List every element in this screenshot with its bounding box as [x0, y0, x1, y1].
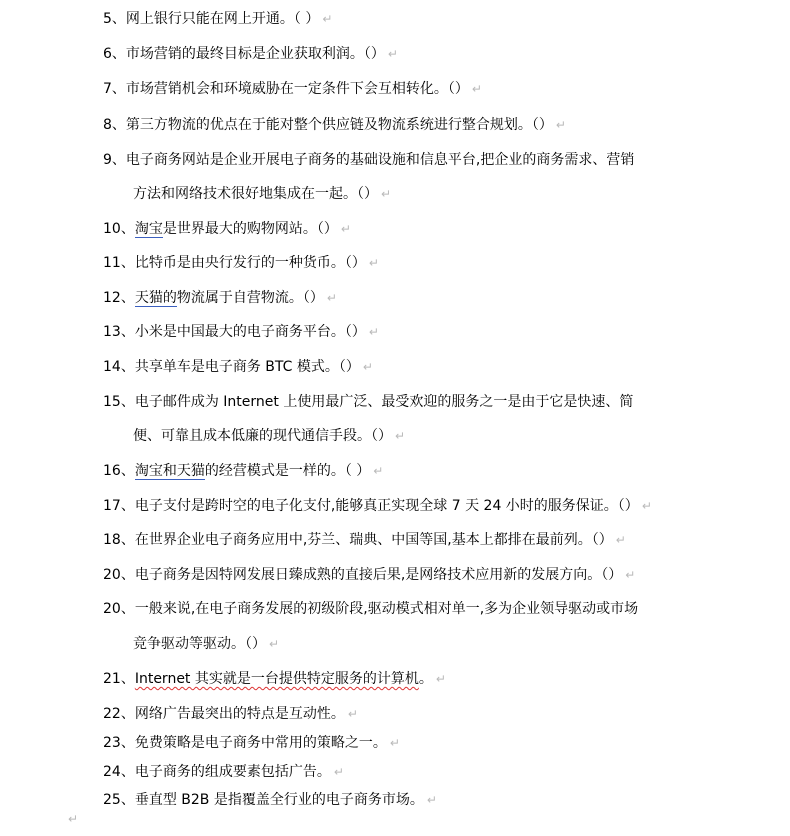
list-item — [103, 791, 437, 809]
item-text: 网络广告最突出的特点是互动性。 — [134, 706, 345, 722]
list-item-continuation — [133, 185, 391, 203]
paragraph-mark-icon: ↵ — [435, 672, 446, 686]
item-number: 20、 — [103, 567, 135, 583]
list-item — [103, 566, 635, 584]
list-item — [103, 462, 383, 480]
paragraph-mark-icon: ↵ — [368, 256, 379, 270]
item-number: 23、 — [103, 735, 135, 751]
underlined-term: 天猫的 — [134, 290, 177, 306]
paragraph-mark-icon: ↵ — [326, 291, 337, 305]
item-number: 24、 — [103, 764, 135, 780]
list-item — [103, 254, 379, 272]
item-text: 电子商务的组成要素包括广告。 — [134, 764, 331, 780]
list-item — [103, 323, 379, 341]
item-number: 7、 — [103, 81, 126, 97]
list-item — [103, 80, 482, 98]
item-text: 在世界企业电子商务应用中,芬兰、瑞典、中国等国,基本上都排在最前列。（） — [134, 532, 613, 548]
list-item — [103, 670, 446, 688]
item-text: 电子支付是跨时空的电子化支付,能够真正实现全球 7 天 24 小时的服务保证。（） — [134, 498, 639, 514]
item-number: 11、 — [103, 255, 135, 271]
paragraph-mark-icon: ↵ — [426, 793, 437, 807]
underlined-term: 淘宝 — [134, 221, 163, 237]
paragraph-mark-icon: ↵ — [389, 736, 400, 750]
spellcheck-underlined-text: Internet 其实就是一台提供特定服务的计算机 — [134, 671, 419, 687]
list-item — [103, 10, 332, 28]
item-text: 小米是中国最大的电子商务平台。（） — [134, 324, 366, 340]
list-item — [103, 393, 633, 411]
item-number: 8、 — [103, 117, 126, 133]
item-text: 电子商务网站是企业开展电子商务的基础设施和信息平台,把企业的商务需求、营销 — [125, 152, 635, 168]
paragraph-mark-icon: ↵ — [641, 499, 652, 513]
list-item-continuation — [133, 635, 279, 653]
item-number: 13、 — [103, 324, 135, 340]
item-number: 16、 — [103, 463, 135, 479]
item-text: 一般来说,在电子商务发展的初级阶段,驱动模式相对单一,多为企业领导驱动或市场 — [134, 601, 639, 617]
list-item — [103, 763, 344, 781]
list-item — [103, 116, 566, 134]
item-number: 5、 — [103, 11, 126, 27]
paragraph-mark-icon: ↵ — [387, 47, 398, 61]
item-text: 垂直型 B2B 是指覆盖全行业的电子商务市场。 — [134, 792, 424, 808]
item-text: 竞争驱动等驱动。（） — [133, 636, 266, 652]
paragraph-mark-icon: ↵ — [373, 464, 384, 478]
item-number: 18、 — [103, 532, 135, 548]
paragraph-mark-icon: ↵ — [615, 533, 626, 547]
list-item — [103, 531, 626, 549]
item-number: 22、 — [103, 706, 135, 722]
item-text: 共享单车是电子商务 BTC 模式。（） — [134, 359, 360, 375]
list-item — [103, 151, 634, 169]
item-text: 电子邮件成为 Internet 上使用最广泛、最受欢迎的服务之一是由于它是快速、简 — [134, 394, 634, 410]
paragraph-mark-icon: ↵ — [381, 187, 392, 201]
item-text: 。 — [418, 671, 433, 687]
item-number: 6、 — [103, 46, 126, 62]
paragraph-mark-icon: ↵ — [625, 568, 636, 582]
paragraph-mark-icon: ↵ — [68, 812, 79, 826]
underlined-term: 淘宝和天猫 — [134, 463, 205, 479]
list-item — [103, 705, 358, 723]
paragraph-mark-icon: ↵ — [269, 637, 280, 651]
item-text: 网上银行只能在网上开通。（ ） — [125, 11, 320, 27]
list-item — [103, 497, 652, 515]
list-item — [103, 734, 400, 752]
item-text: 比特币是由央行发行的一种货币。（） — [134, 255, 366, 271]
paragraph-mark-icon: ↵ — [322, 12, 333, 26]
item-text: 电子商务是因特网发展日臻成熟的直接后果,是网络技术应用新的发展方向。（） — [134, 567, 623, 583]
item-text: 市场营销机会和环境威胁在一定条件下会互相转化。（） — [125, 81, 469, 97]
paragraph-mark-icon: ↵ — [471, 82, 482, 96]
list-item — [103, 289, 337, 307]
paragraph-mark-icon: ↵ — [368, 325, 379, 339]
item-number: 10、 — [103, 221, 135, 237]
item-text: 的经营模式是一样的。（ ） — [204, 463, 371, 479]
item-number: 9、 — [103, 152, 126, 168]
item-number: 17、 — [103, 498, 135, 514]
item-text: 是世界最大的购物网站。（） — [162, 221, 338, 237]
item-number: 12、 — [103, 290, 135, 306]
paragraph-mark-icon: ↵ — [333, 765, 344, 779]
item-number: 21、 — [103, 671, 135, 687]
list-item-continuation — [133, 427, 405, 445]
item-text: 便、可靠且成本低廉的现代通信手段。（） — [133, 428, 392, 444]
paragraph-mark-icon: ↵ — [395, 429, 406, 443]
item-text: 市场营销的最终目标是企业获取利润。（） — [125, 46, 385, 62]
item-text: 方法和网络技术很好地集成在一起。（） — [133, 186, 378, 202]
list-item — [103, 45, 398, 63]
item-number: 15、 — [103, 394, 135, 410]
list-item — [103, 220, 351, 238]
item-number: 20、 — [103, 601, 135, 617]
item-number: 14、 — [103, 359, 135, 375]
list-item — [103, 600, 638, 618]
item-text: 免费策略是电子商务中常用的策略之一。 — [134, 735, 387, 751]
paragraph-mark-icon: ↵ — [555, 118, 566, 132]
paragraph-mark-icon: ↵ — [362, 360, 373, 374]
paragraph-mark-icon: ↵ — [347, 707, 358, 721]
list-item — [103, 358, 373, 376]
paragraph-mark-icon: ↵ — [340, 222, 351, 236]
item-text: 第三方物流的优点在于能对整个供应链及物流系统进行整合规划。（） — [125, 117, 553, 133]
item-text: 物流属于自营物流。（） — [176, 290, 324, 306]
item-number: 25、 — [103, 792, 135, 808]
